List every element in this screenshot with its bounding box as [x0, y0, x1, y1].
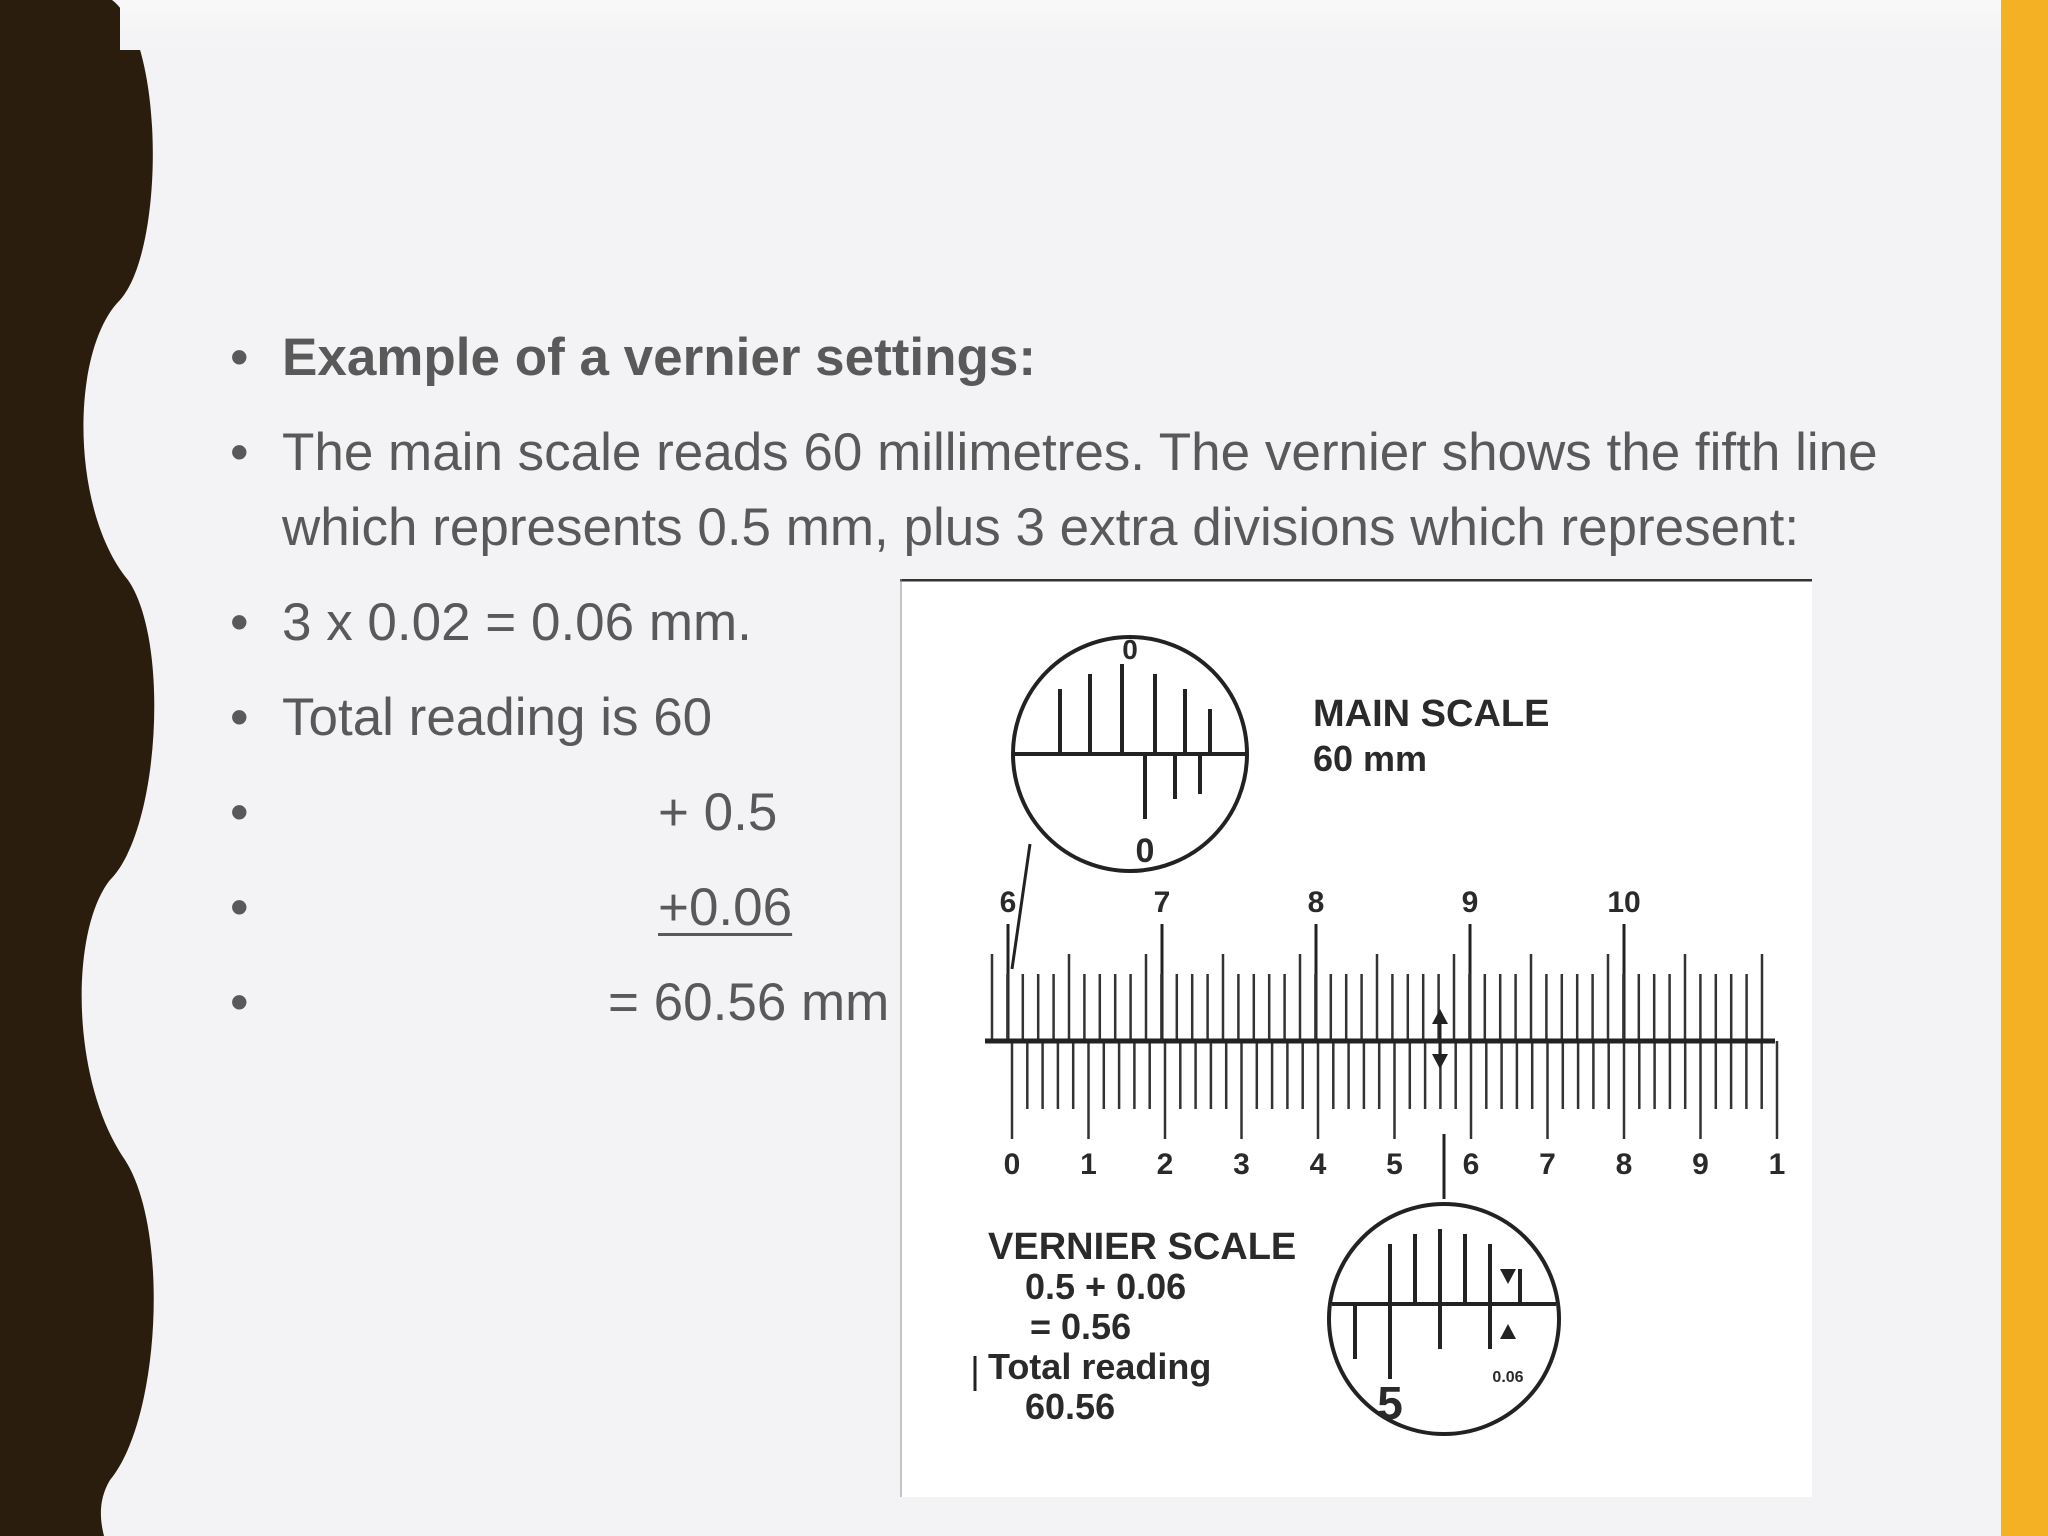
bullet-item — [230, 415, 1930, 565]
vernier-scale-number: 0 — [1003, 1148, 1021, 1181]
main-scale-number: 8 — [1307, 886, 1325, 919]
top-magnifier-circle — [1012, 634, 1247, 969]
bullet-dot: • — [230, 423, 249, 482]
vernier-sum: 0.5 + 0.06 — [1025, 1266, 1187, 1307]
bullet-dot: • — [230, 878, 249, 937]
vernier-diagram-svg — [900, 579, 1812, 1497]
bullet-dot: • — [230, 973, 249, 1032]
vernier-scale-number: 1 — [1768, 1148, 1786, 1181]
vernier-result: = 0.56 — [1030, 1306, 1132, 1347]
vernier-scale-number: 4 — [1309, 1148, 1327, 1181]
main-scale-number: 7 — [1153, 886, 1171, 919]
bullet-text: Example of a vernier settings: — [282, 328, 1037, 387]
bullet-dot: • — [230, 328, 249, 387]
bullet-dot: • — [230, 783, 249, 842]
bottom-circle-number: 5 — [1377, 1377, 1403, 1429]
vernier-scale-number: 5 — [1386, 1148, 1403, 1181]
total-reading-label: Total reading — [988, 1346, 1212, 1387]
total-reading-value: 60.56 — [1025, 1386, 1116, 1427]
bullet-text: +0.06 — [658, 878, 793, 937]
right-accent-bar — [2001, 0, 2048, 1536]
main-scale-number: 6 — [999, 886, 1017, 919]
bullet-text: 3 x 0.02 = 0.06 mm. — [282, 593, 752, 652]
vernier-scale-number: 8 — [1615, 1148, 1633, 1181]
bullet-text: = 60.56 mm — [608, 973, 890, 1032]
vernier-scale-label: VERNIER SCALE — [988, 1226, 1297, 1268]
main-scale-label: MAIN SCALE — [1313, 693, 1550, 735]
top-circle-upper-number: 0 — [1122, 634, 1138, 665]
main-scale-value: 60 mm — [1313, 738, 1428, 779]
bottom-magnifier-circle — [1329, 1204, 1559, 1434]
bullet-dot: • — [230, 688, 249, 747]
vernier-scale-number: 6 — [1462, 1148, 1480, 1181]
vernier-scale-number: 1 — [1080, 1148, 1097, 1181]
vernier-scale-number: 3 — [1233, 1148, 1250, 1181]
top-band — [120, 0, 2001, 50]
bottom-circle-small-label: 0.06 — [1492, 1369, 1524, 1386]
vernier-scale-number: 9 — [1692, 1148, 1709, 1181]
bullet-item — [230, 320, 1930, 395]
bullet-text: + 0.5 — [658, 783, 778, 842]
bullet-dot: • — [230, 593, 249, 652]
vernier-scale-number: 7 — [1539, 1148, 1556, 1181]
bullet-text: The main scale reads 60 millimetres. The vernier shows the fifth line which represents 0.5 mm, plus 3 extra divisions which represent: — [282, 423, 1878, 557]
vernier-scale-number: 2 — [1156, 1148, 1174, 1181]
main-scale-number: 9 — [1461, 886, 1479, 919]
vernier-diagram — [900, 579, 1812, 1497]
main-scale-number: 10 — [1607, 886, 1641, 919]
left-wave-border — [0, 0, 170, 1536]
top-circle-lower-number: 0 — [1135, 832, 1155, 870]
bullet-text: Total reading is 60 — [282, 688, 713, 747]
